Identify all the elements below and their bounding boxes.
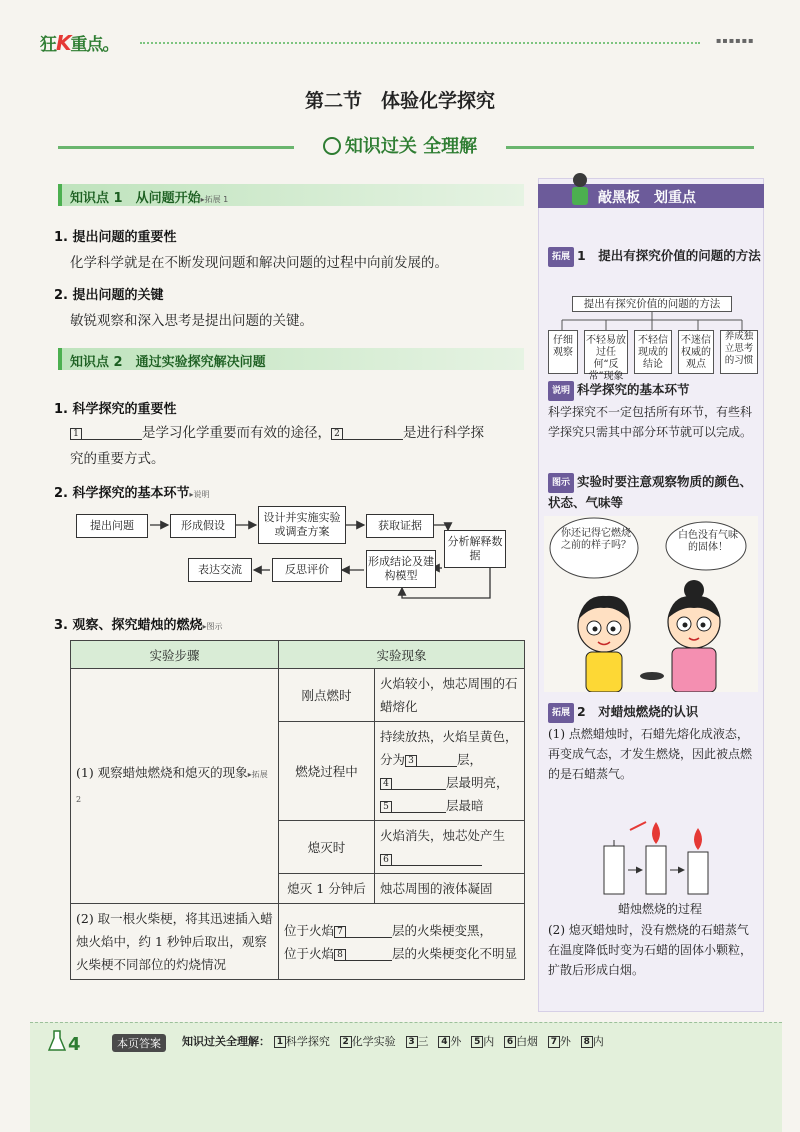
ext2-pill: 拓展 (548, 703, 574, 723)
kp2-text-1 (70, 420, 530, 472)
blank-number-6: 6 (380, 854, 392, 866)
stage-just-lit: 刚点燃时 (279, 669, 375, 722)
answer-value: 内 (592, 1035, 604, 1048)
ext1-title-text: 1 提出有探究价值的问题的方法 (577, 248, 761, 263)
blank-number-2: 2 (331, 428, 343, 440)
flow-box-7: 反思评价 (272, 558, 342, 582)
blank-number-3: 3 (405, 755, 417, 767)
mindmap-node-4: 不迷信权威的观点 (678, 330, 714, 374)
kp1-text-1: 化学科学就是在不断发现问题和解决问题的过程中向前发展的。 (70, 255, 448, 271)
answer-number: 6 (504, 1036, 516, 1048)
ext2-text-2: (2) 熄灭蜡烛时，没有燃烧的石蜡蒸气在温度降低时变为石蜡的固体小颗粒，扩散后形成白烟。 (548, 923, 753, 977)
kp2-text-1a: 是学习化学重要而有效的途径， (142, 425, 331, 441)
kp2-heading-3-text: 3. 观察、探究蜡烛的燃烧 (54, 618, 203, 633)
brand-k: K (56, 31, 71, 55)
flame-icon (652, 822, 660, 844)
blank-number-1: 1 (70, 428, 82, 440)
candle-caption: 蜡烛燃烧的过程 (617, 902, 702, 916)
candle-diagram (590, 820, 720, 900)
answer-number: 7 (548, 1036, 560, 1048)
table-header-row (71, 641, 525, 669)
mindmap-node-3: 不轻信现成的结论 (634, 330, 672, 374)
ext2-title (548, 702, 698, 723)
section-title: 第二节 体验化学探究 (304, 90, 495, 112)
figure-title (548, 472, 762, 513)
table-step-2: (2) 取一根火柴梗，将其迅速插入蜡烛火焰中，约 1 秒钟后取出，观察火柴梗不同部位的灼烧情况 (71, 904, 279, 980)
burning-text-2: 层， (457, 752, 483, 767)
flow-box-2: 形成假设 (170, 514, 236, 538)
mindmap-node-1: 仔细观察 (548, 330, 578, 374)
mindmap-lines (548, 312, 758, 332)
speech-bubble-girl: 白色没有气味的固体！ (678, 530, 738, 553)
step2-text-1: 位于火焰 (284, 922, 335, 938)
mindmap-root: 提出有探究价值的问题的方法 (572, 296, 732, 312)
answer-number: 4 (438, 1036, 450, 1048)
speech-bubble-boy: 你还记得它燃烧之前的样子吗？ (561, 528, 631, 551)
answer-blank-7[interactable] (346, 924, 392, 938)
blank-number-7: 7 (334, 926, 346, 938)
burning-text-4: 层最暗 (446, 798, 484, 813)
kp1-text-2: 敏锐观察和深入思考是提出问题的关键。 (70, 313, 313, 329)
band-title (296, 132, 504, 158)
brand-suffix: 重点。 (70, 35, 119, 55)
flow-box-4: 获取证据 (366, 514, 434, 538)
kp1-tag: ▸拓展 1 (200, 195, 229, 204)
ext1-title (548, 246, 762, 267)
table-step-1 (71, 669, 279, 904)
answer-number: 8 (581, 1036, 593, 1048)
answer-blank-3[interactable] (417, 753, 457, 767)
kp1-bar (58, 184, 524, 206)
note-title (548, 380, 690, 401)
header-divider (140, 42, 700, 44)
kp1-title: 知识点 1 从问题开始 (70, 191, 201, 206)
burning-text-1: 持续放热，火焰呈黄色，分为 (380, 729, 518, 767)
band-title-text: 知识过关 全理解 (344, 136, 478, 157)
stage-after-1min-text: 烛芯周围的液体凝固 (375, 874, 525, 904)
kp2-heading-1: 1. 科学探究的重要性 (54, 402, 177, 417)
extinguish-text-1: 火焰消失，烛芯处产生 (380, 828, 506, 843)
ext2-text-1: (1) 点燃蜡烛时，石蜡先熔化成液态，再变成气态，才发生燃烧，因此被点燃的是石蜡蒸气。 (548, 727, 753, 781)
flow-box-1: 提出问题 (76, 514, 148, 538)
answer-value: 化学实验 (351, 1035, 396, 1048)
answer-value: 三 (417, 1035, 429, 1048)
mindmap-node-2: 不轻易放过任何“反常”现象 (584, 330, 628, 374)
step2-text-4: 层的火柴梗变化不明显 (392, 945, 518, 961)
kp2-heading-2-text: 2. 科学探究的基本环节 (54, 486, 190, 501)
ext1-pill: 拓展 (548, 247, 574, 267)
band-line-left (58, 146, 294, 149)
brand-logo (40, 30, 119, 55)
step2-text-3: 位于火焰 (284, 945, 335, 961)
blank-number-5: 5 (380, 801, 392, 813)
kp2-bar (58, 348, 524, 370)
answer-blank-1[interactable] (82, 426, 142, 440)
stage-extinguish: 熄灭时 (279, 821, 375, 874)
table-row (71, 904, 525, 980)
stage-just-lit-text: 火焰较小，烛芯周围的石蜡熔化 (375, 669, 525, 722)
flow-box-3: 设计并实施实验或调查方案 (258, 506, 346, 544)
ext2-title-text: 2 对蜡烛燃烧的认识 (577, 704, 699, 719)
kp2-text-1c: 究的重要方式。 (70, 451, 165, 467)
answer-blank-6[interactable] (392, 852, 482, 866)
sidebar-head: 敲黑板 划重点 (538, 184, 764, 208)
figure-pill: 图示 (548, 473, 574, 493)
note-title-text: 科学探究的基本环节 (577, 382, 690, 397)
stage-burning: 燃烧过程中 (279, 722, 375, 821)
flow-box-6: 形成结论及建构模型 (366, 550, 436, 588)
answers-pill: 本页答案 (112, 1034, 166, 1052)
table-head-steps: 实验步骤 (71, 641, 279, 669)
flame-icon (694, 828, 702, 850)
stage-burning-text (375, 722, 525, 821)
blank-number-8: 8 (334, 949, 346, 961)
step-1-tag: ▸拓展 2 (76, 770, 268, 804)
answer-value: 外 (559, 1035, 571, 1048)
step-1-text: (1) 观察蜡烛燃烧和熄灭的现象 (76, 765, 248, 780)
answers-label: 知识过关全理解： (182, 1035, 270, 1048)
kp2-text-1b: 是进行科学探 (403, 425, 484, 441)
answer-value: 外 (450, 1035, 462, 1048)
answer-blank-4[interactable] (392, 776, 446, 790)
step-2-phenomena (279, 904, 525, 980)
kp2-heading-3 (54, 614, 223, 633)
answers-line (182, 1033, 610, 1049)
flow-box-8: 表达交流 (188, 558, 252, 582)
answer-blank-5[interactable] (392, 799, 446, 813)
answer-value: 科学探究 (285, 1035, 330, 1048)
table-row (71, 669, 525, 722)
stage-after-1min: 熄灭 1 分钟后 (279, 874, 375, 904)
kp2-title: 知识点 2 通过实验探究解决问题 (70, 355, 266, 370)
answer-value: 内 (483, 1035, 495, 1048)
page-number: 4 (68, 1034, 81, 1055)
match-icon (630, 822, 646, 830)
kp1-heading-1: 1. 提出问题的重要性 (54, 230, 177, 245)
step2-text-2: 层的火柴梗变黑， (392, 922, 493, 938)
burning-text-3: 层最明亮， (446, 775, 509, 790)
band-line-right (506, 146, 754, 149)
table-head-phenomena: 实验现象 (279, 641, 525, 669)
answer-blank-2[interactable] (343, 426, 403, 440)
blank-number-4: 4 (380, 778, 392, 790)
swirl-icon (323, 137, 341, 155)
answer-value: 白烟 (516, 1035, 539, 1048)
kp2-heading-2-tag: ▸说明 (189, 490, 210, 499)
note-text: 科学探究不一定包括所有环节，有些科学探究只需其中部分环节就可以完成。 (548, 405, 753, 439)
flow-box-5: 分析解释数据 (444, 530, 506, 568)
answer-blank-8[interactable] (346, 947, 392, 961)
kp2-heading-2 (54, 482, 210, 501)
brand-prefix: 狂 (40, 35, 56, 55)
answer-number: 1 (274, 1036, 286, 1048)
mindmap-node-5: 养成独立思考的习惯 (720, 330, 758, 374)
experiment-table (70, 640, 525, 980)
answer-number: 3 (406, 1036, 418, 1048)
figure-title-text: 实验时要注意观察物质的颜色、状态、气味等 (548, 474, 753, 510)
kp2-heading-3-tag: ▸图示 (202, 622, 223, 631)
stage-extinguish-text (375, 821, 525, 874)
answer-number: 2 (340, 1036, 352, 1048)
teacher-icon (560, 170, 600, 210)
answer-number: 5 (471, 1036, 483, 1048)
flask-icon (48, 1030, 66, 1052)
header-mark: ▪▪▪▪▪▪ (716, 36, 755, 45)
note-pill: 说明 (548, 381, 574, 401)
kp1-heading-2: 2. 提出问题的关键 (54, 288, 164, 303)
